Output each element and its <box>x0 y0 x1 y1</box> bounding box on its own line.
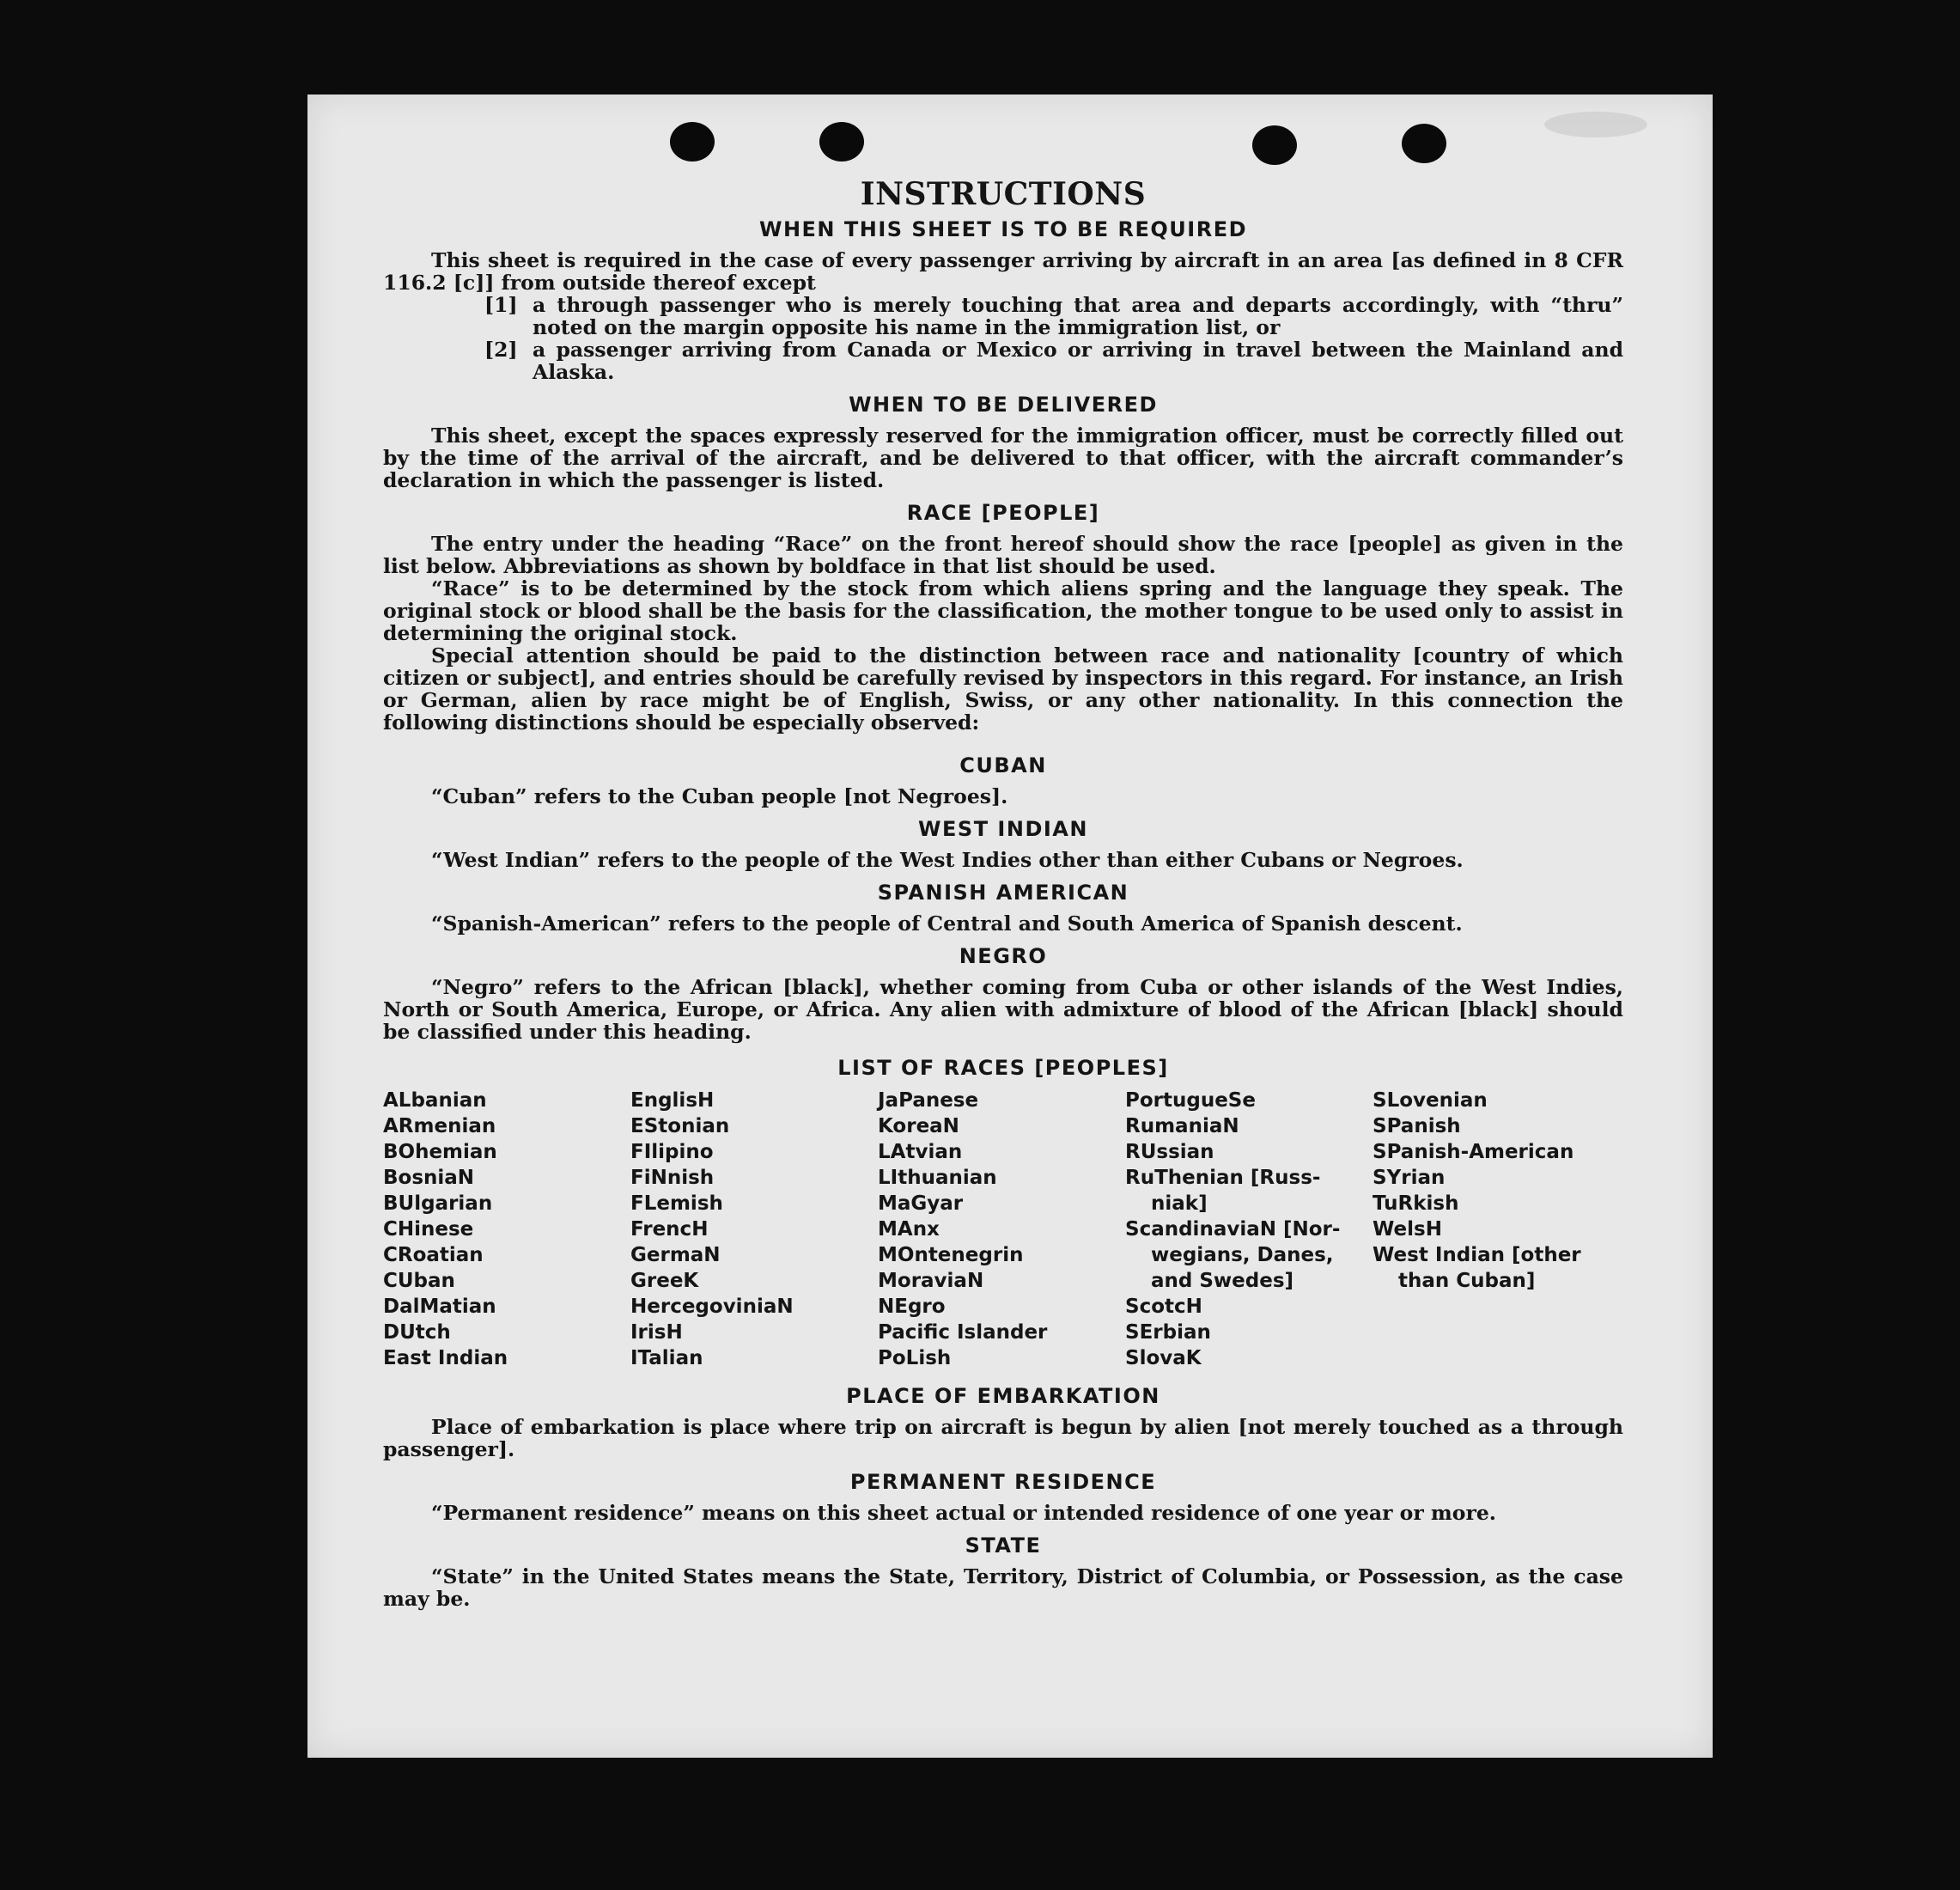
document-body <box>383 175 1623 1610</box>
section-heading: SPANISH AMERICAN <box>877 881 1129 905</box>
race-entry: FIlipino <box>630 1141 714 1163</box>
paragraph: The entry under the heading “Race” on the front hereof should show the race [people] as given in the list below. Abbreviations as shown by boldface in that list should be used. <box>383 532 1623 578</box>
section-heading: RACE [PEOPLE] <box>906 501 1100 525</box>
paragraph: “West Indian” refers to the people of the West Indies other than either Cubans or Negroes. <box>431 848 1464 872</box>
race-entry: MAnx <box>878 1218 940 1241</box>
item-number: [2] <box>484 338 518 362</box>
race-column <box>1373 1088 1623 1371</box>
page-title: INSTRUCTIONS <box>860 176 1147 212</box>
race-entry: DUtch <box>383 1321 451 1344</box>
race-entry: MoraviaN <box>878 1270 984 1292</box>
paragraph: Special attention should be paid to the distinction between race and nationality [country of which citizen or subject], and entries should be carefully revised by inspectors in this regard. For instance, an Irish or German, alien by race might be of English, Swiss, or any other nationality. In this connection the following distinctions should be especially observed: <box>383 643 1623 735</box>
race-entry-continued: wegians, Danes, <box>1151 1244 1334 1266</box>
race-entry: CUban <box>383 1270 455 1292</box>
item-number: [1] <box>484 293 518 317</box>
item-text: a through passenger who is merely touching that area and departs accordingly, with “thru” noted on the margin opposite his name in the immigration list, or <box>533 293 1623 339</box>
race-entry: CRoatian <box>383 1244 484 1266</box>
race-list-heading: LIST OF RACES [PEOPLES] <box>837 1056 1169 1080</box>
race-entry: SLovenian <box>1373 1089 1488 1112</box>
paragraph: “Cuban” refers to the Cuban people [not Negroes]. <box>431 784 1008 808</box>
instruction-sheet <box>307 94 1713 1758</box>
race-entry: EStonian <box>630 1115 730 1137</box>
race-entry: FrencH <box>630 1218 709 1241</box>
section-heading: STATE <box>965 1533 1042 1558</box>
race-entry: East Indian <box>383 1347 508 1369</box>
section-heading: PLACE OF EMBARKATION <box>846 1384 1160 1408</box>
race-entry: HercegoviniaN <box>630 1296 794 1318</box>
race-entry: FLemish <box>630 1192 723 1215</box>
race-entry: SPanish-American <box>1373 1141 1574 1163</box>
race-entry: IrisH <box>630 1321 683 1344</box>
paragraph: “Race” is to be determined by the stock from which aliens spring and the language they speak. The original stock or blood shall be the basis for the classification, the mother tongue to be used only to assist in determining the original stock. <box>383 576 1623 645</box>
race-entry: ARmenian <box>383 1115 496 1137</box>
race-entry: RuThenian [Russ- <box>1125 1167 1321 1189</box>
race-entry: ALbanian <box>383 1089 487 1112</box>
race-entry: GermaN <box>630 1244 721 1266</box>
paragraph: Place of embarkation is place where trip on aircraft is begun by alien [not merely touched as a through passenger]. <box>383 1415 1623 1461</box>
section-heading: PERMANENT RESIDENCE <box>849 1470 1157 1494</box>
paragraph: “State” in the United States means the State, Territory, District of Columbia, or Possession, as the case may be. <box>383 1564 1623 1611</box>
exception-item <box>484 294 1623 338</box>
paragraph: “Spanish-American” refers to the people of Central and South America of Spanish descent. <box>431 911 1463 936</box>
punch-hole <box>819 122 864 162</box>
race-entry: SErbian <box>1125 1321 1211 1344</box>
race-column <box>1125 1088 1373 1371</box>
race-entry: SlovaK <box>1125 1347 1202 1369</box>
race-entry: ITalian <box>630 1347 703 1369</box>
punch-hole <box>1402 124 1446 163</box>
race-entry: NEgro <box>878 1296 946 1318</box>
race-entry: DalMatian <box>383 1296 496 1318</box>
section-heading: WHEN TO BE DELIVERED <box>849 393 1158 417</box>
section-heading: CUBAN <box>959 753 1047 777</box>
race-entry: RumaniaN <box>1125 1115 1239 1137</box>
race-entry: MOntenegrin <box>878 1244 1024 1266</box>
paragraph: “Permanent residence” means on this sheet actual or intended residence of one year or more. <box>431 1501 1496 1525</box>
section-heading: WHEN THIS SHEET IS TO BE REQUIRED <box>758 217 1248 241</box>
punch-hole <box>1252 125 1297 165</box>
race-entry: FiNnish <box>630 1167 715 1189</box>
race-entry: TuRkish <box>1373 1192 1459 1215</box>
race-entry: Pacific Islander <box>878 1321 1048 1344</box>
scan-smudge <box>1544 112 1647 137</box>
race-entry: JaPanese <box>878 1089 979 1112</box>
race-entry-continued: niak] <box>1151 1192 1208 1215</box>
race-entry: PoLish <box>878 1347 952 1369</box>
race-entry: LIthuanian <box>878 1167 997 1189</box>
race-column <box>630 1088 878 1371</box>
exception-item <box>484 338 1623 383</box>
race-entry: GreeK <box>630 1270 699 1292</box>
race-entry: SPanish <box>1373 1115 1461 1137</box>
item-text: a passenger arriving from Canada or Mexico or arriving in travel between the Mainland and Alaska. <box>533 338 1623 384</box>
paragraph: This sheet is required in the case of every passenger arriving by aircraft in an area [as defined in 8 CFR 116.2 [c]] from outside thereof except <box>383 248 1623 295</box>
race-entry: WelsH <box>1373 1218 1442 1241</box>
race-entry: SYrian <box>1373 1167 1446 1189</box>
race-entry: KoreaN <box>878 1115 959 1137</box>
race-column <box>383 1088 630 1371</box>
punch-hole <box>670 122 715 162</box>
race-entry: BOhemian <box>383 1141 497 1163</box>
race-entry: ScandinaviaN [Nor- <box>1125 1218 1341 1241</box>
section-heading: WEST INDIAN <box>918 817 1088 841</box>
race-entry: CHinese <box>383 1218 474 1241</box>
race-entry: MaGyar <box>878 1192 964 1215</box>
race-entry-continued: and Swedes] <box>1151 1270 1294 1292</box>
paragraph: “Negro” refers to the African [black], whether coming from Cuba or other islands of the West Indies, North or South America, Europe, or Africa. Any alien with admixture of blood of the African [black] should be classified under this heading. <box>383 975 1623 1044</box>
race-column <box>878 1088 1125 1371</box>
race-entry: LAtvian <box>878 1141 963 1163</box>
race-entry: ScotcH <box>1125 1296 1202 1318</box>
race-entry: RUssian <box>1125 1141 1214 1163</box>
race-entry: BosniaN <box>383 1167 475 1189</box>
race-entry: PortugueSe <box>1125 1089 1256 1112</box>
race-list <box>383 1088 1623 1371</box>
race-entry: West Indian [other <box>1373 1244 1581 1266</box>
race-entry: EnglisH <box>630 1089 715 1112</box>
paragraph: This sheet, except the spaces expressly reserved for the immigration officer, must be correctly filled out by the time of the arrival of the aircraft, and be delivered to that officer, with the aircraft commander’s declaration in which the passenger is listed. <box>383 424 1623 492</box>
race-entry-continued: than Cuban] <box>1398 1270 1536 1292</box>
race-entry: BUlgarian <box>383 1192 493 1215</box>
section-heading: NEGRO <box>959 944 1048 968</box>
